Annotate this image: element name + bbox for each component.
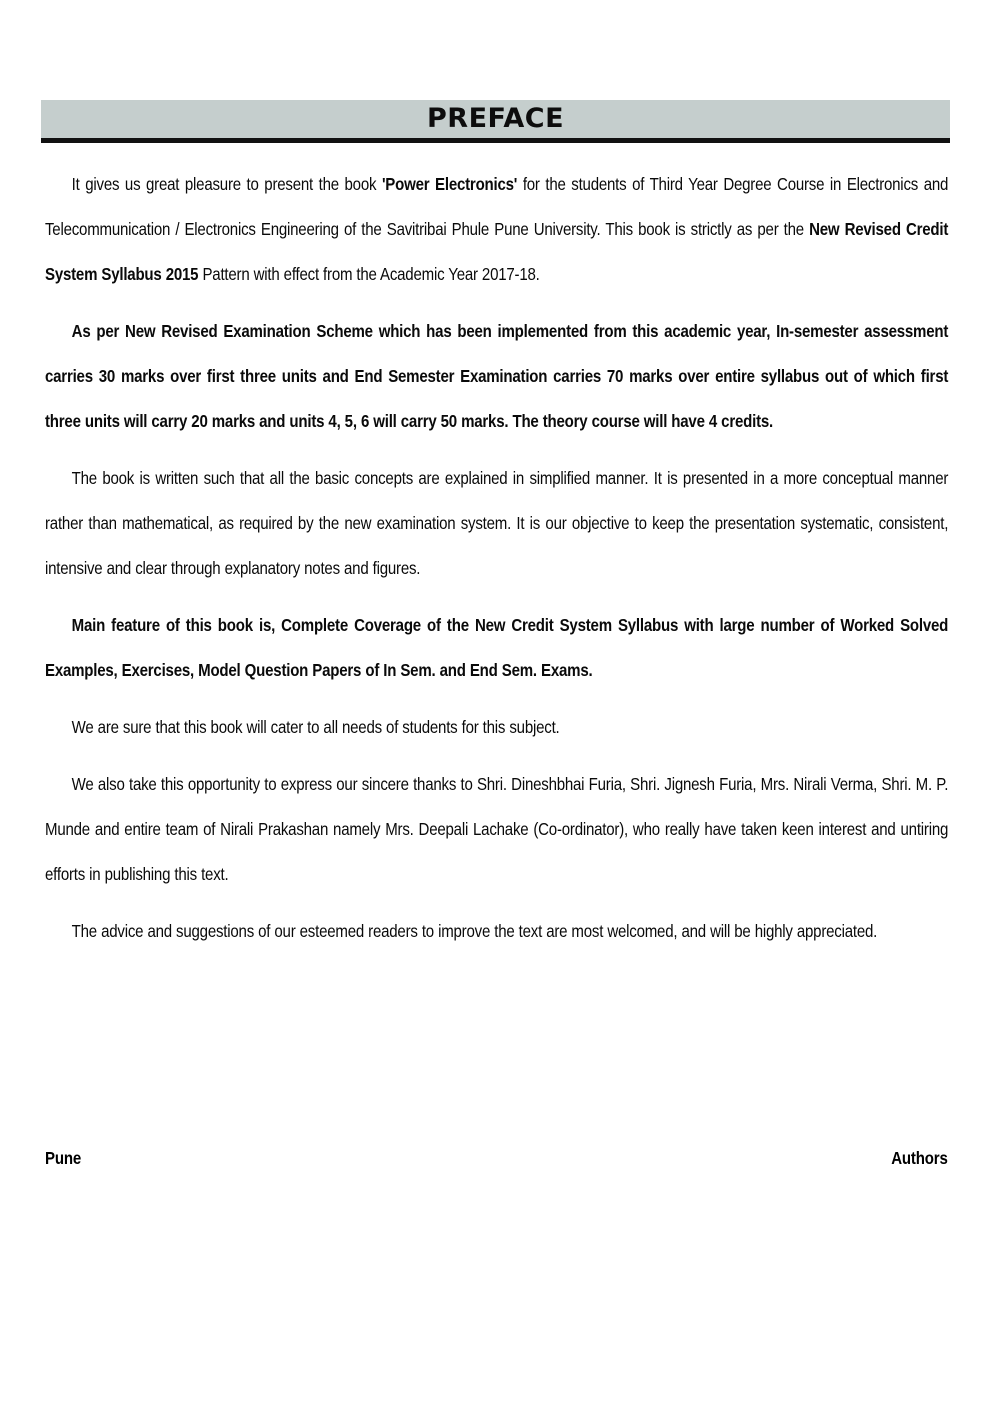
signature-row bbox=[45, 1148, 948, 1169]
paragraph-book-approach: The book is written such that all the basic concepts are explained in simplified manner. It is presented in a more conceptual manner rather than mathematical, as required by the new examination system. It is our objective to keep the presentation systematic, consistent, intensive and clear through explanatory notes and figures. bbox=[45, 468, 949, 578]
paragraph-spacer bbox=[45, 297, 948, 309]
page-title: PREFACE bbox=[426, 103, 565, 134]
paragraph-main-feature bbox=[45, 603, 948, 693]
emphasis-text: New Revised Credit System Syllabus 2015 bbox=[45, 219, 949, 284]
paragraph-exam-scheme bbox=[45, 309, 948, 444]
paragraph-spacer bbox=[45, 897, 948, 909]
paragraph-intro: It gives us great pleasure to present the book 'Power Electronics' for the students of Third Year Degree Course in Electronics and Telecommunication / Electronics Engineering of the Savitribai Phule Pune University. This book is strictly as per the New Revised Credit System Syllabus 2015 Pattern with effect from the Academic Year 2017-18. bbox=[45, 174, 949, 284]
signature-place: Pune bbox=[45, 1148, 82, 1168]
emphasis-text: 'Power Electronics' bbox=[381, 174, 518, 194]
paragraph-spacer bbox=[45, 750, 948, 762]
paragraph-acknowledgements: We also take this opportunity to express our sincere thanks to Shri. Dineshbhai Furia, Shri. Jignesh Furia, Mrs. Nirali Verma, Shri. M. P. Munde and entire team of Nirali Prakashan namely Mrs. Deepali Lachake (Co-ordinator), who really have taken keen interest and untiring efforts in publishing this text. bbox=[45, 774, 949, 884]
preface-header-banner bbox=[41, 100, 950, 143]
emphasis-text: Main feature of this book is, Complete Coverage of the New Credit System Syllabus with large number of Worked Solved Examples, Exercises, Model Question Papers of In Sem. and End Sem. Exams. bbox=[45, 615, 949, 680]
paragraph-spacer bbox=[45, 444, 948, 456]
paragraph-spacer bbox=[45, 693, 948, 705]
signature-authors: Authors bbox=[891, 1148, 948, 1168]
paragraph-assurance: We are sure that this book will cater to all needs of students for this subject. bbox=[71, 717, 560, 737]
paragraph-closing: The advice and suggestions of our esteemed readers to improve the text are most welcomed, and will be highly appreciated. bbox=[71, 921, 878, 941]
emphasis-text: As per New Revised Examination Scheme which has been implemented from this academic year, In-semester assessment carries 30 marks over first three units and End Semester Examination carries 70 marks over entire syllabus out of which first three units will carry 20 marks and units 4, 5, 6 will carry 50 marks. The theory course will have 4 credits. bbox=[45, 321, 949, 431]
paragraph-spacer bbox=[45, 591, 948, 603]
preface-body bbox=[45, 162, 948, 954]
